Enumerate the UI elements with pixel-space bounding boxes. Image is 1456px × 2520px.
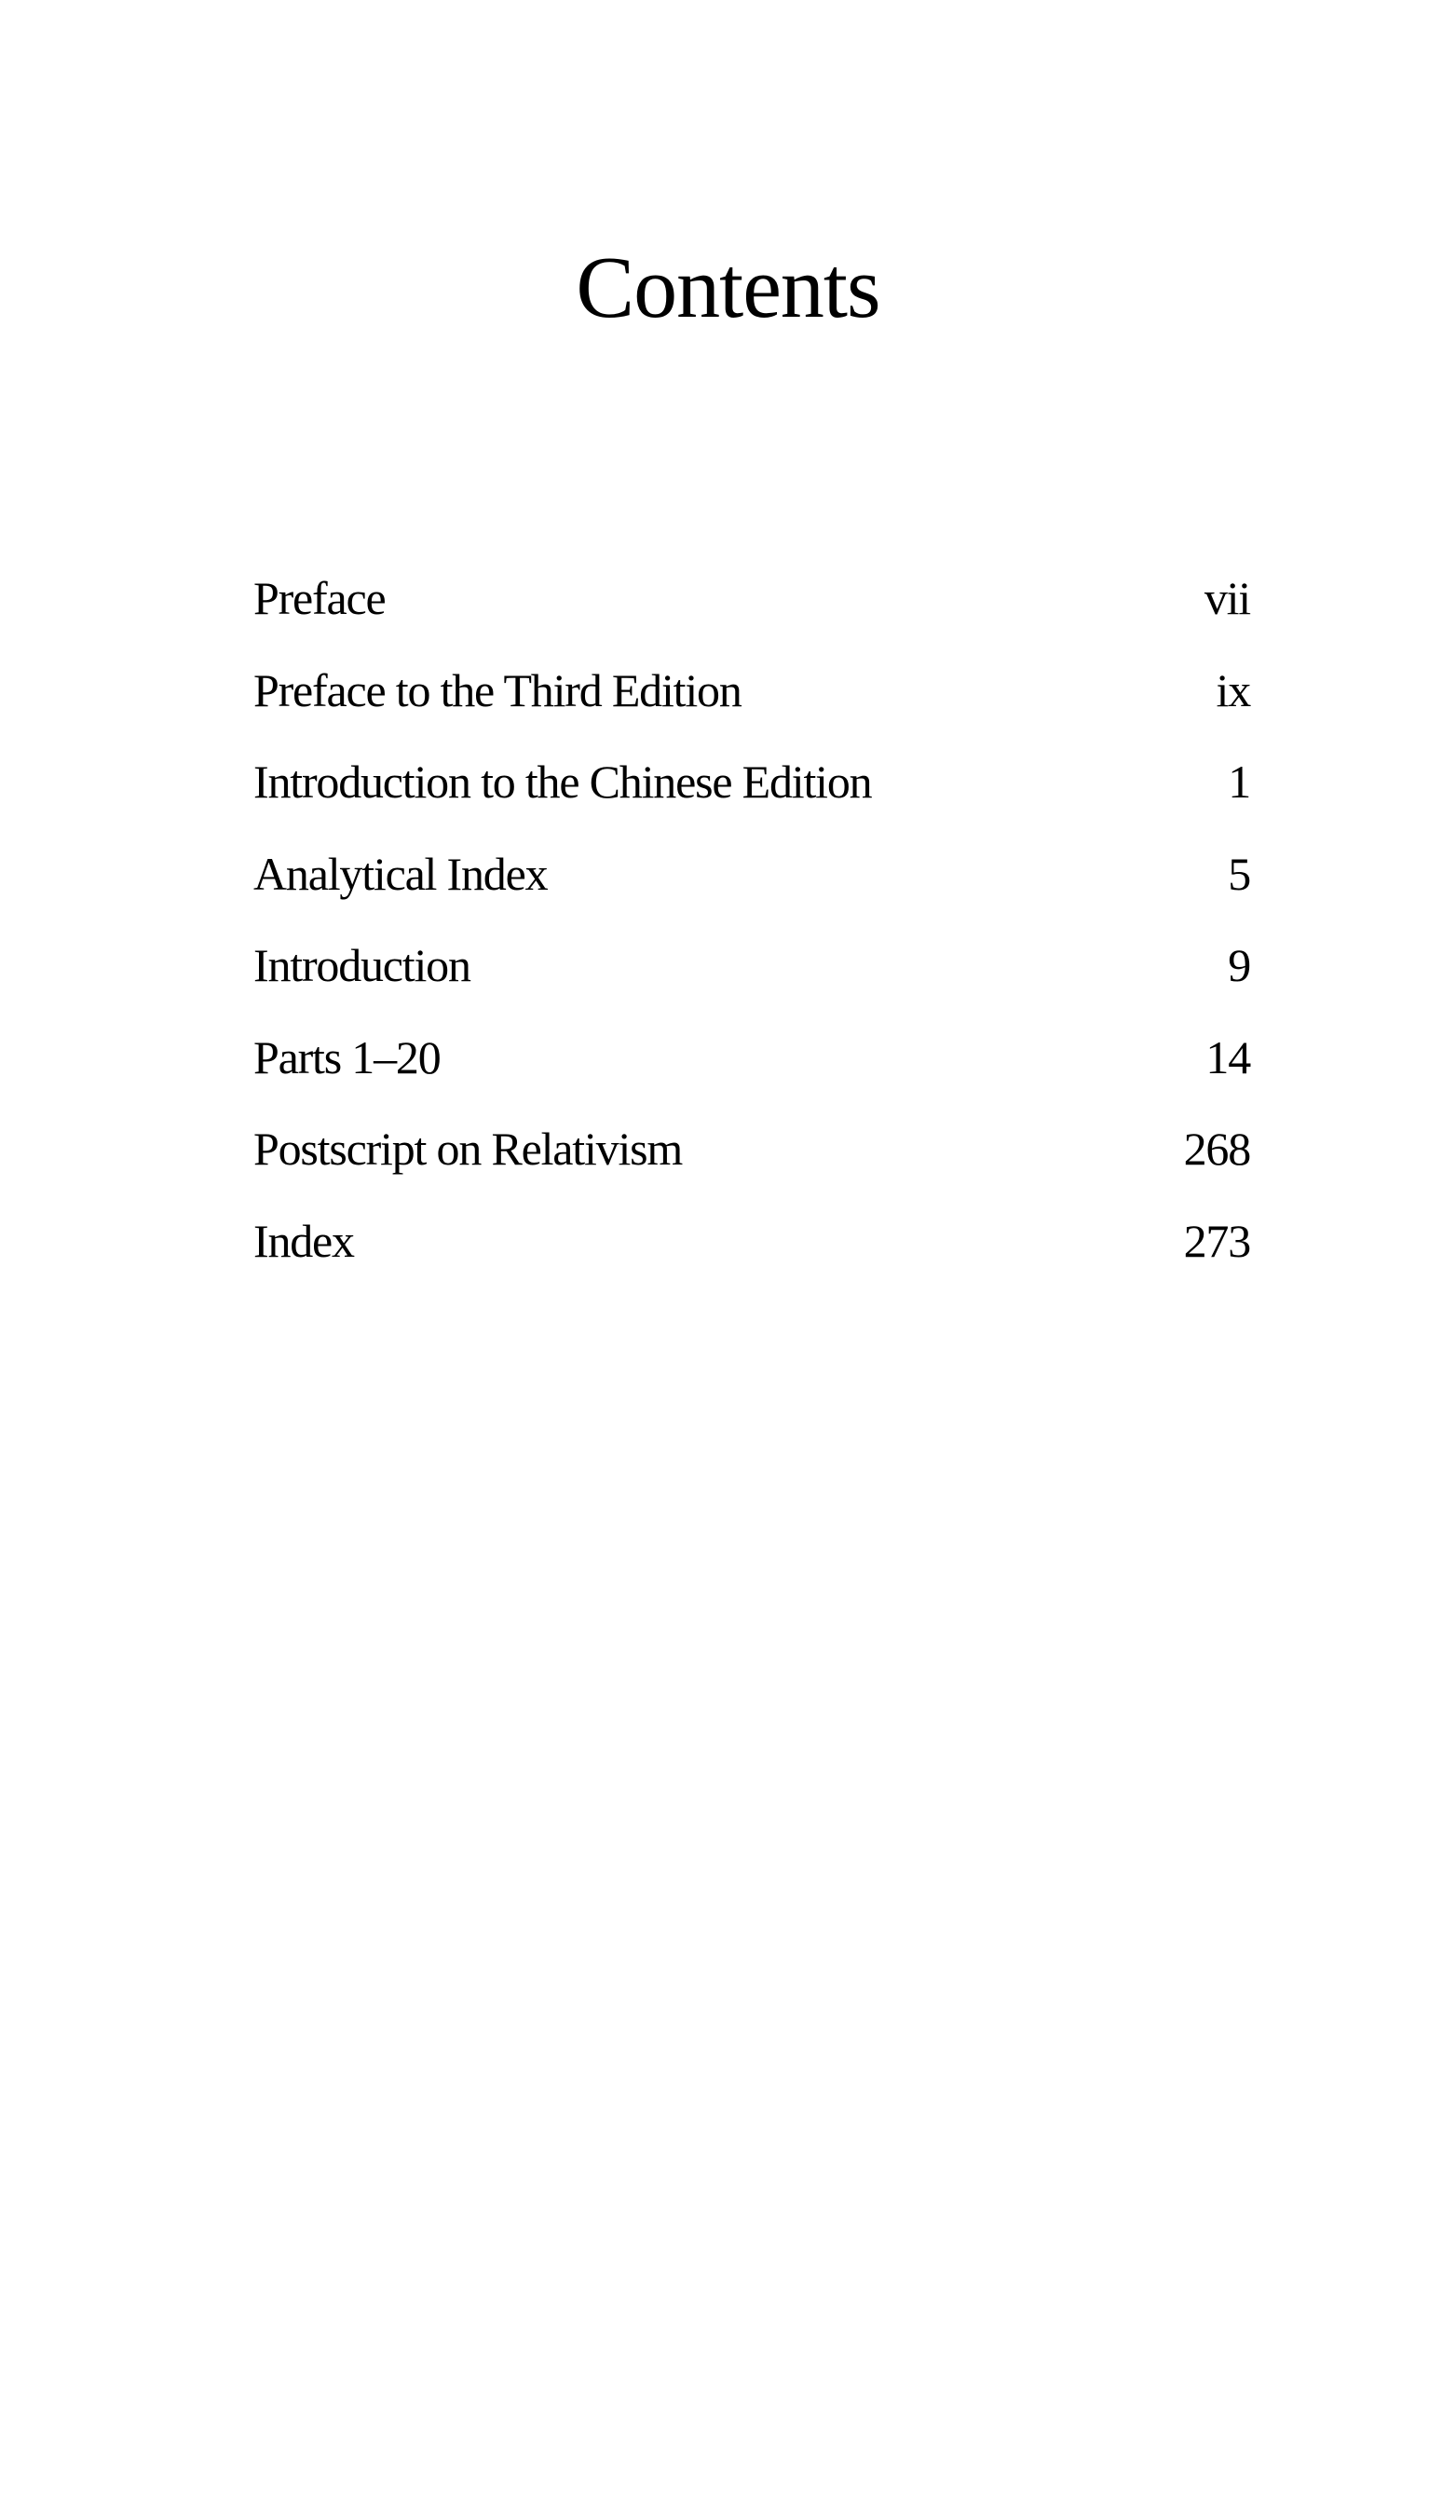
toc-entry-page-number: 14 [1205,1030,1250,1083]
toc-entry-page-number: 268 [1183,1123,1250,1176]
toc-entry-page-number: 9 [1228,939,1250,992]
table-of-contents [253,552,1250,1287]
toc-entry-page-number: 1 [1228,756,1250,809]
toc-entry-title: Postscript on Relativism [253,1123,683,1176]
toc-entry [253,645,1250,737]
toc-entry-page-number: 273 [1183,1214,1250,1267]
toc-entry [253,919,1250,1012]
toc-entry [253,1012,1250,1104]
toc-entry-title: Preface to the Third Edition [253,663,742,716]
toc-entry [253,828,1250,920]
toc-entry [253,1103,1250,1195]
toc-entry-title: Parts 1–20 [253,1030,441,1083]
toc-entry [253,736,1250,828]
toc-entry-page-number: ix [1216,663,1250,716]
toc-entry-page-number: 5 [1228,847,1250,900]
toc-entry-title: Introduction [253,939,470,992]
toc-entry-title: Introduction to the Chinese Edition [253,756,872,809]
toc-entry [253,552,1250,645]
toc-entry-title: Index [253,1214,354,1267]
toc-entry-page-number: vii [1204,572,1250,625]
toc-entry-title: Analytical Index [253,847,548,900]
toc-entry [253,1195,1250,1287]
page-title: Contents [576,239,880,336]
toc-entry-title: Preface [253,572,386,625]
